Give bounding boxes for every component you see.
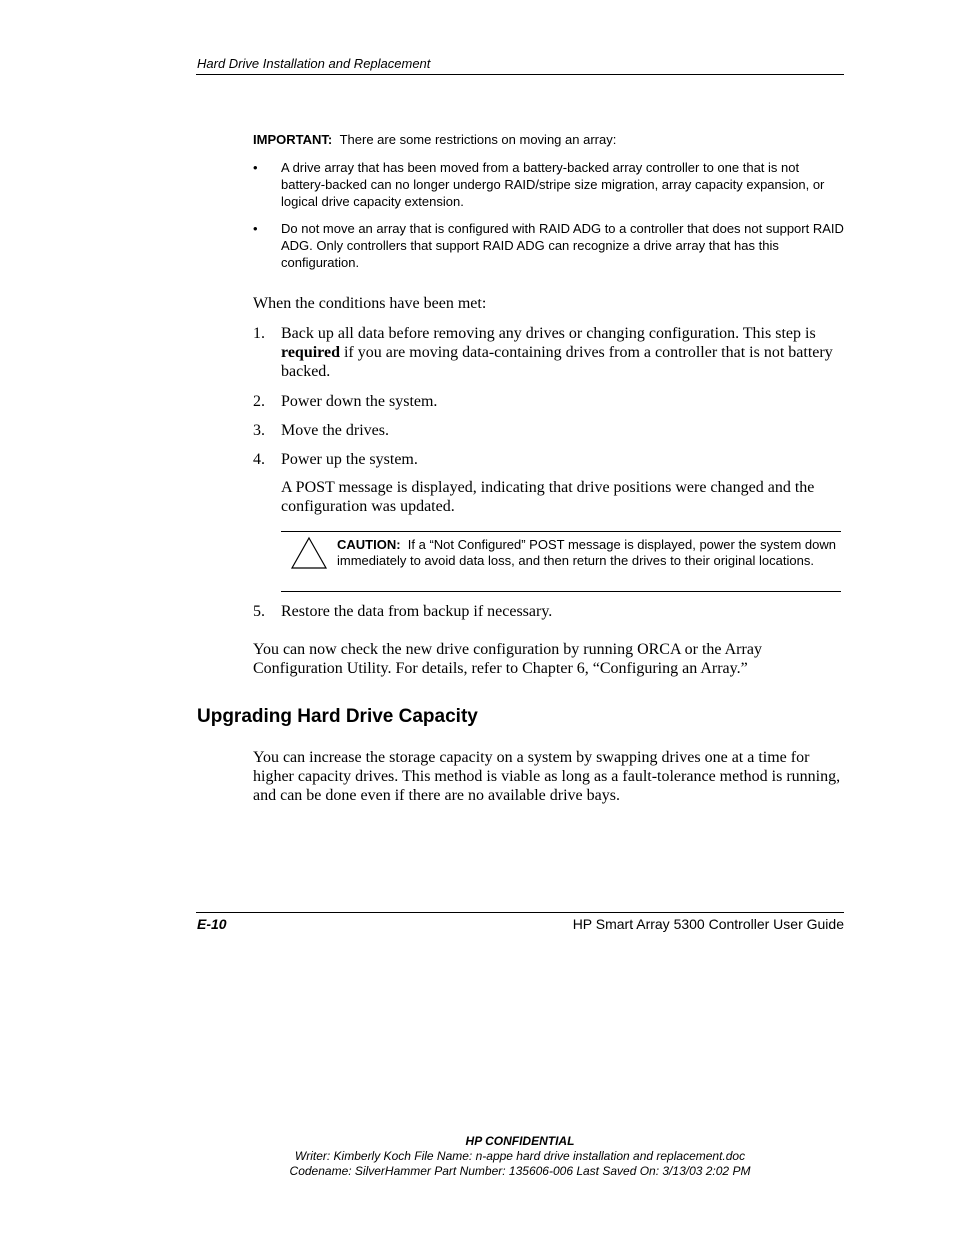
confidential-title: HP CONFIDENTIAL	[465, 1134, 575, 1148]
important-text: There are some restrictions on moving an array:	[339, 132, 617, 147]
intro-paragraph: When the conditions have been met:	[253, 295, 487, 312]
footer-divider	[196, 912, 844, 913]
caution-top-rule	[281, 531, 841, 532]
step-text: Move the drives.	[281, 422, 389, 439]
step-text: Power up the system.	[281, 451, 418, 468]
step-number: 5.	[253, 603, 265, 620]
book-title: HP Smart Array 5300 Controller User Guide	[572, 916, 844, 932]
step-text: Power down the system.	[281, 393, 438, 410]
after-steps-paragraph: You can now check the new drive configuration by running ORCA or the Array Configuration Utility. For details, refer to Chapter 6, “Configuring an Array.”	[253, 641, 762, 677]
caution-body: If a “Not Configured” POST message is displayed, power the system down immediately to avoid data loss, and then return the drives to their original locations.	[337, 537, 837, 568]
step-item	[253, 324, 845, 381]
important-label: IMPORTANT:	[253, 132, 333, 147]
caution-label: CAUTION:	[337, 537, 401, 552]
required-emphasis: required	[281, 344, 340, 361]
bullet-text: Do not move an array that is configured with RAID ADG to a controller that does not support RAID ADG. Only controllers that support RAID ADG can recognize a drive array that has this configuration.	[281, 221, 844, 270]
bullet-icon: •	[253, 221, 258, 236]
confidential-line: Codename: SilverHammer Part Number: 135606-006 Last Saved On: 3/13/03 2:02 PM	[289, 1164, 751, 1178]
step-text	[281, 324, 845, 381]
step-text: Restore the data from backup if necessary.	[281, 603, 553, 620]
caution-text	[337, 537, 843, 569]
running-header: Hard Drive Installation and Replacement	[197, 56, 431, 71]
step-item	[253, 450, 845, 469]
confidential-line: Writer: Kimberly Koch File Name: n-appe hard drive installation and replacement.doc	[294, 1149, 746, 1163]
important-note	[253, 132, 616, 147]
step-text-part: Back up all data before removing any drives or changing configuration. This step is	[281, 325, 816, 342]
section-body: You can increase the storage capacity on a system by swapping drives one at a time for higher capacity drives. This method is viable as long as a fault-tolerance method is running, and can be done even if there are no available drive bays.	[253, 749, 841, 804]
step-text-part: if you are moving data-containing drives from a controller that is not battery backed.	[281, 344, 833, 380]
step-number: 2.	[253, 393, 265, 410]
list-item	[253, 220, 845, 272]
step-item	[253, 602, 845, 621]
page-number: E-10	[197, 916, 227, 932]
step-item	[253, 392, 845, 411]
bullet-text: A drive array that has been moved from a battery-backed array controller to one that is not battery-backed can no longer undergo RAID/stripe size migration, array capacity expansion, or logical drive capacity extension.	[281, 160, 825, 209]
section-heading: Upgrading Hard Drive Capacity	[197, 706, 478, 727]
step-number: 3.	[253, 422, 265, 439]
step-item	[253, 421, 845, 440]
step-number: 1.	[253, 325, 265, 342]
bullet-icon: •	[253, 160, 258, 175]
step-number: 4.	[253, 451, 265, 468]
caution-bottom-rule	[281, 591, 841, 592]
caution-triangle-icon	[290, 536, 328, 575]
step-note: A POST message is displayed, indicating that drive positions were changed and the configuration was updated.	[281, 479, 815, 515]
header-divider	[196, 74, 844, 75]
list-item	[253, 159, 845, 211]
